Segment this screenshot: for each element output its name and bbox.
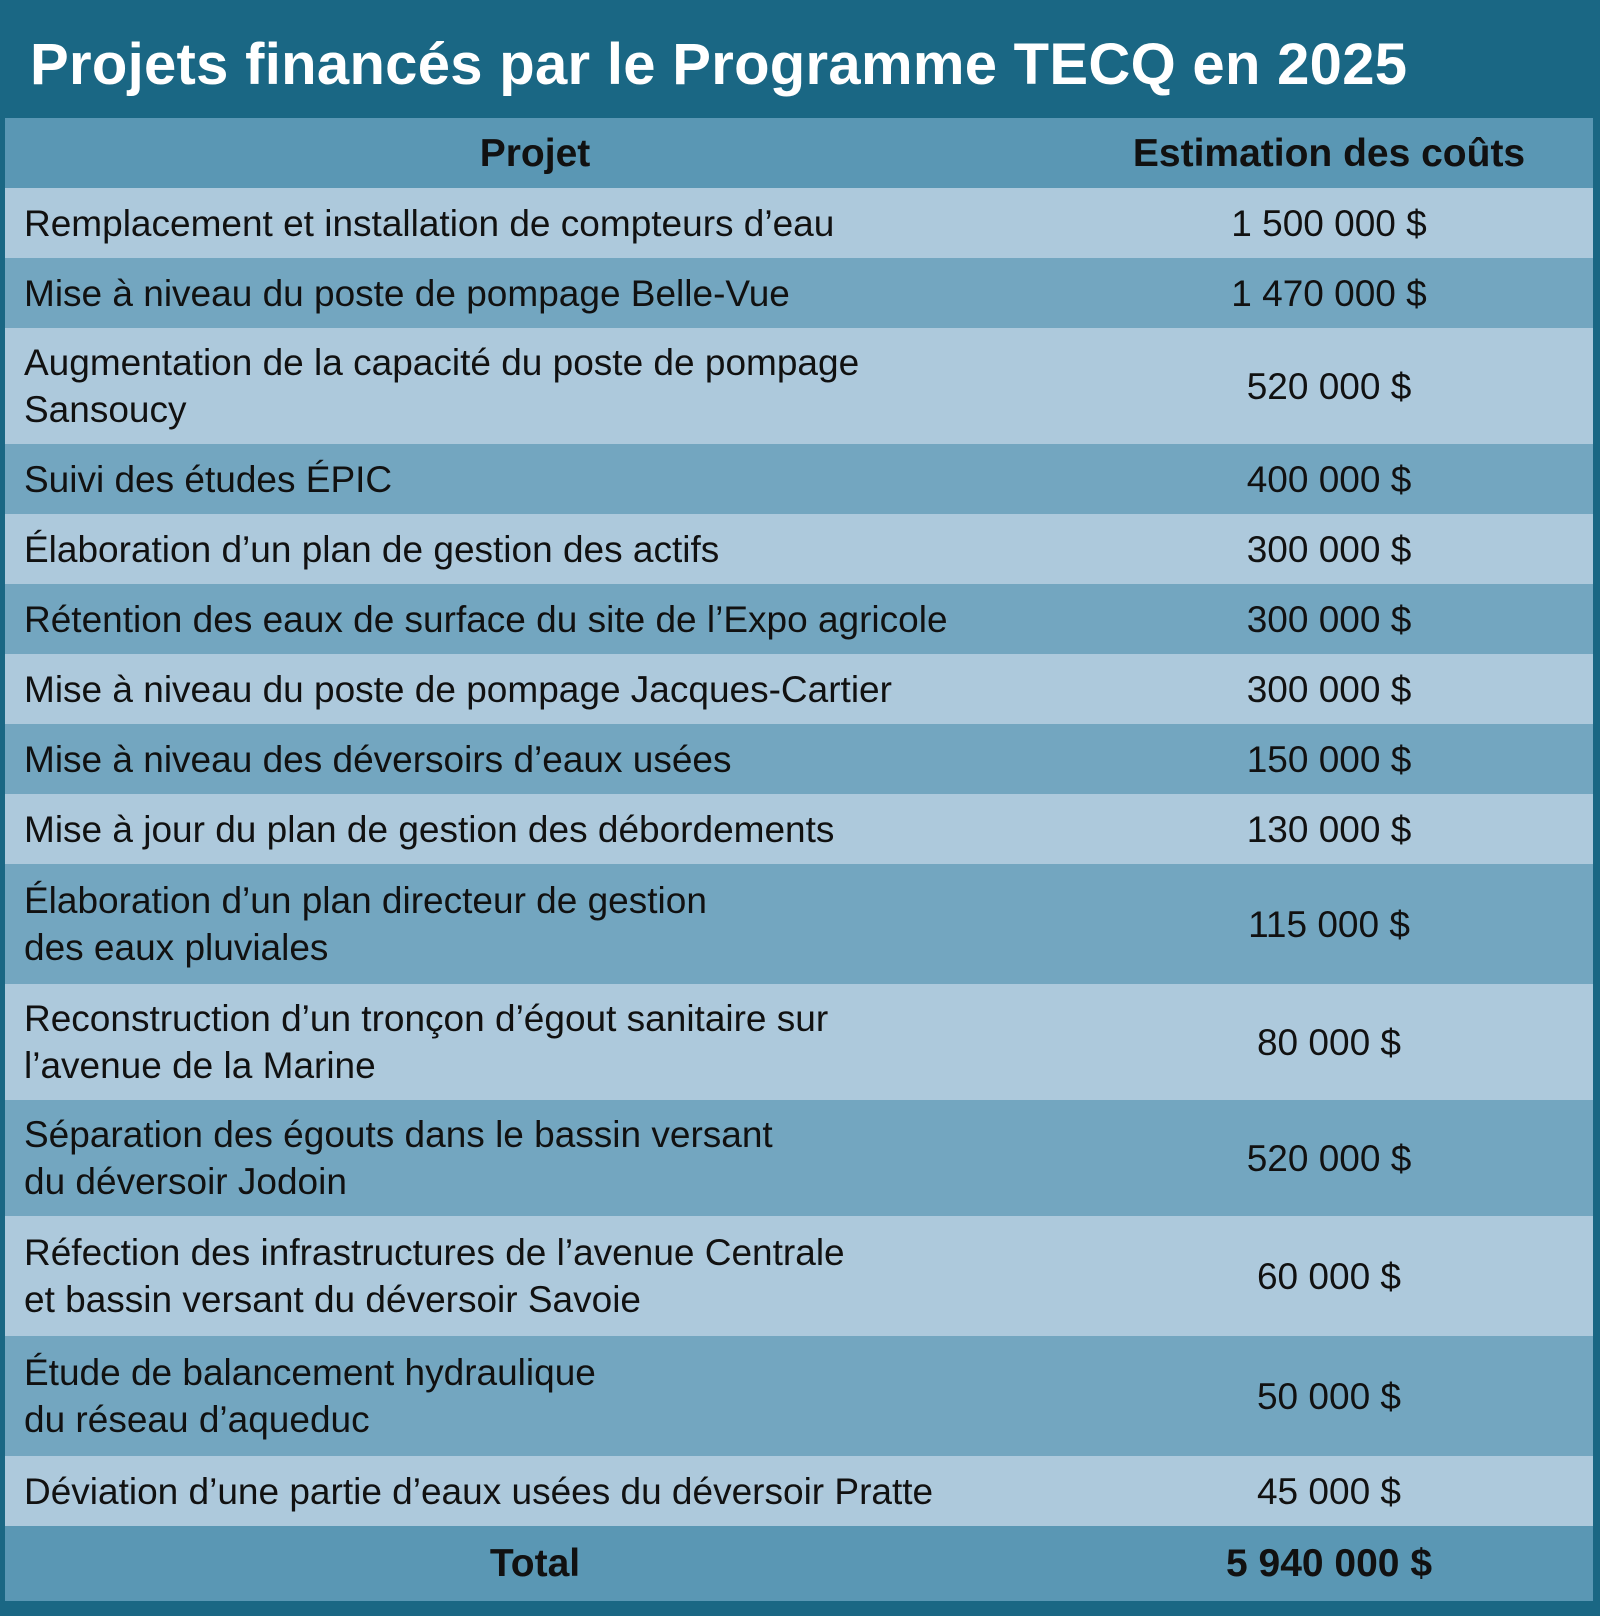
project-cost: 60 000 $ bbox=[1256, 1255, 1402, 1297]
table-row bbox=[5, 1100, 1593, 1216]
table-row bbox=[5, 984, 1593, 1100]
project-name: Rétention des eaux de surface du site de l’Expo agricole bbox=[24, 598, 948, 640]
table-row bbox=[5, 328, 1593, 444]
project-cost: 520 000 $ bbox=[1246, 365, 1412, 407]
table-row bbox=[5, 794, 1593, 864]
table-row bbox=[5, 514, 1593, 584]
project-cost: 150 000 $ bbox=[1246, 738, 1412, 780]
project-name: Suivi des études ÉPIC bbox=[24, 458, 393, 500]
project-name: Élaboration d’un plan de gestion des actifs bbox=[24, 528, 720, 570]
project-name: Mise à niveau du poste de pompage Jacques-Cartier bbox=[24, 668, 892, 710]
table-row bbox=[5, 444, 1593, 514]
project-name: Séparation des égouts dans le bassin versant du déversoir Jodoin bbox=[24, 1114, 773, 1202]
table-row bbox=[5, 258, 1593, 328]
project-name: Mise à niveau des déversoirs d’eaux usées bbox=[24, 738, 732, 780]
project-name: Élaboration d’un plan directeur de gestion des eaux pluviales bbox=[24, 880, 707, 968]
project-cost: 300 000 $ bbox=[1246, 598, 1412, 640]
project-cost: 400 000 $ bbox=[1246, 458, 1412, 500]
project-name: Étude de balancement hydraulique du réseau d’aqueduc bbox=[24, 1352, 596, 1440]
page-title: Projets financés par le Programme TECQ en 2025 bbox=[30, 32, 1408, 97]
project-name: Mise à niveau du poste de pompage Belle-Vue bbox=[24, 272, 790, 314]
project-cost: 1 500 000 $ bbox=[1231, 202, 1427, 244]
project-cost: 520 000 $ bbox=[1246, 1137, 1412, 1179]
table-header-row bbox=[5, 118, 1593, 188]
total-label: Total bbox=[489, 1542, 581, 1585]
project-cost: 1 470 000 $ bbox=[1231, 272, 1427, 314]
table-total-row bbox=[5, 1526, 1593, 1601]
table-row bbox=[5, 864, 1593, 984]
project-cost: 80 000 $ bbox=[1256, 1021, 1402, 1063]
project-name: Mise à jour du plan de gestion des débordements bbox=[24, 808, 835, 850]
project-cost: 130 000 $ bbox=[1246, 808, 1412, 850]
table-row bbox=[5, 188, 1593, 258]
project-cost: 50 000 $ bbox=[1256, 1375, 1402, 1417]
header-project: Projet bbox=[479, 131, 591, 175]
project-name: Augmentation de la capacité du poste de pompage Sansoucy bbox=[24, 342, 860, 430]
project-cost: 115 000 $ bbox=[1248, 903, 1410, 945]
project-name: Remplacement et installation de compteurs d’eau bbox=[24, 202, 835, 244]
table-row bbox=[5, 584, 1593, 654]
project-cost: 300 000 $ bbox=[1246, 668, 1412, 710]
total-value: 5 940 000 $ bbox=[1225, 1542, 1433, 1585]
table-row bbox=[5, 724, 1593, 794]
table-row bbox=[5, 1456, 1593, 1526]
project-cost: 300 000 $ bbox=[1246, 528, 1412, 570]
table-row bbox=[5, 654, 1593, 724]
project-name: Déviation d’une partie d’eaux usées du déversoir Pratte bbox=[24, 1470, 934, 1512]
project-name: Réfection des infrastructures de l’avenue Centrale et bassin versant du déversoir Savoie bbox=[24, 1232, 845, 1320]
header-cost: Estimation des coûts bbox=[1132, 131, 1526, 175]
table-row bbox=[5, 1336, 1593, 1456]
table-row bbox=[5, 1216, 1593, 1336]
project-name: Reconstruction d’un tronçon d’égout sanitaire sur l’avenue de la Marine bbox=[24, 998, 829, 1086]
project-cost: 45 000 $ bbox=[1256, 1470, 1402, 1512]
projects-table bbox=[5, 118, 1593, 1610]
